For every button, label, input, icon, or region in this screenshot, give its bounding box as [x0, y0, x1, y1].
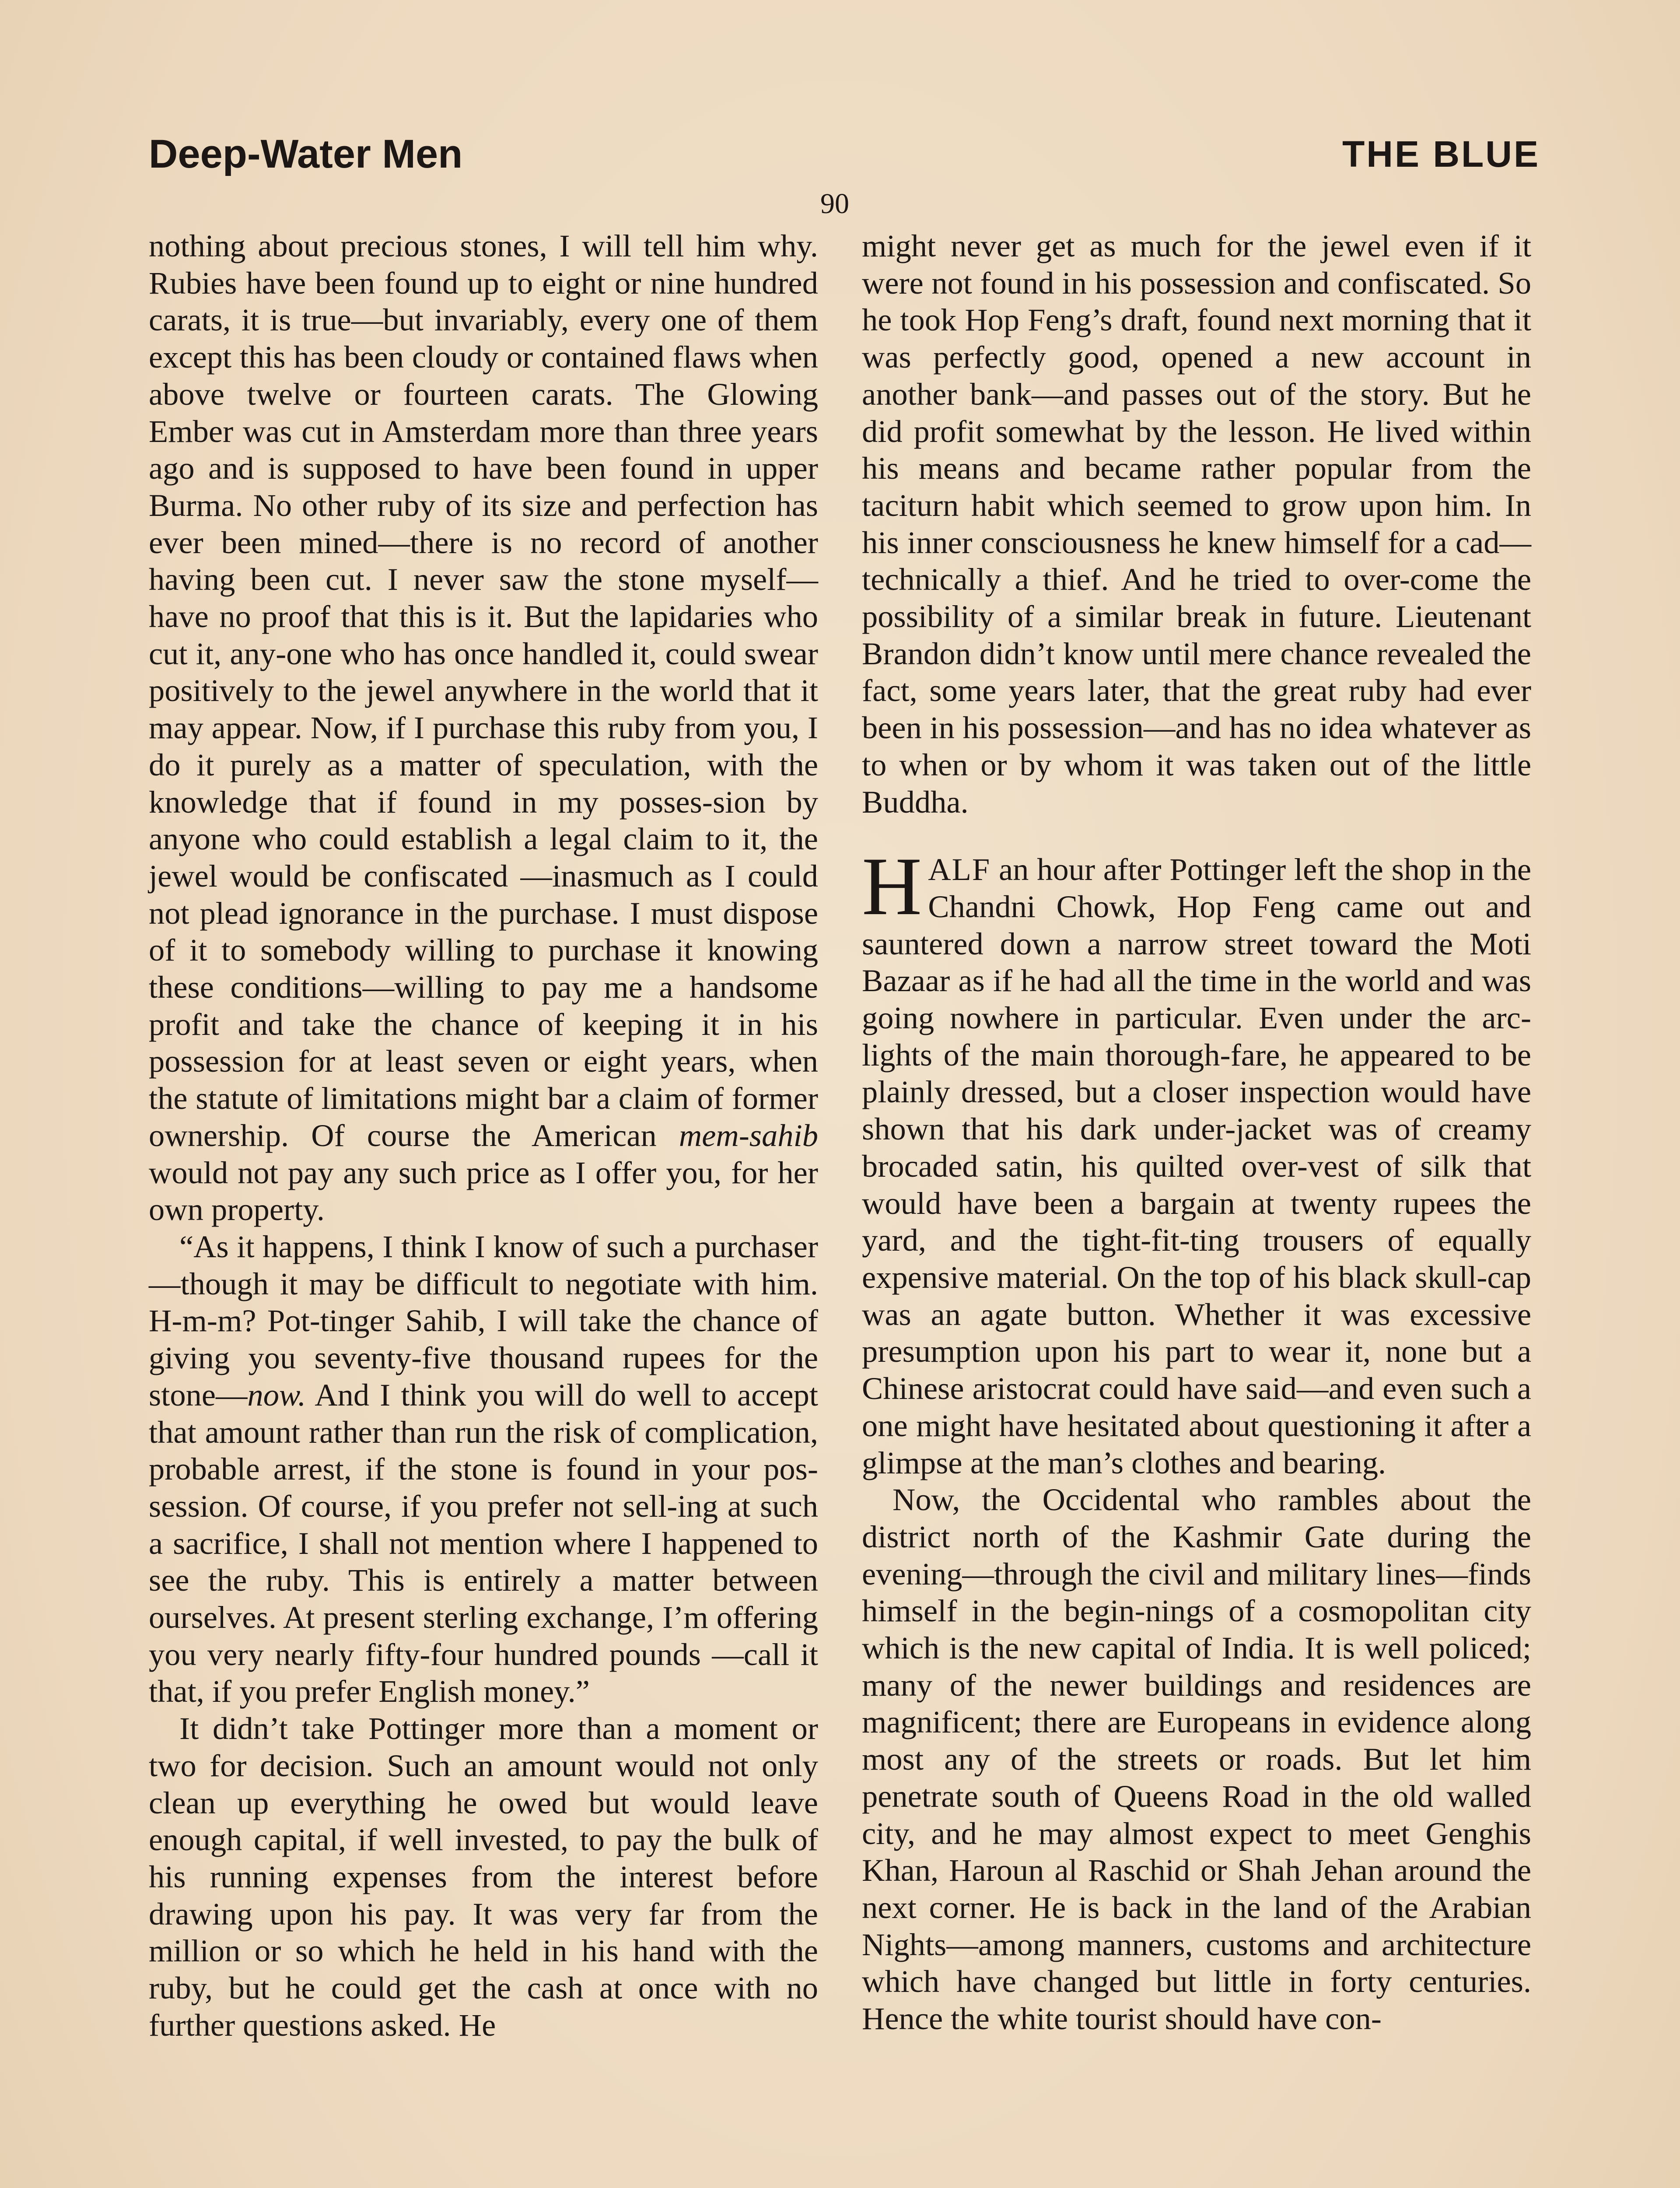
paragraph-text: “As it happens, I think I know of such a purchaser—though it may be difficult to negotiate with him. H-m-m? Pot-tinger Sahib, I will take the chance of giving you seventy-five thousand rupees for the stone— [149, 1228, 818, 1413]
right-column [862, 228, 1531, 2037]
paragraph [149, 228, 818, 1228]
paragraph-text: And I think you will do well to accept that amount rather than run the risk of complication, probable arrest, if the stone is found in your pos-session. Of course, if you prefer not sell-ing at such a sacrifice, I shall not mention where I happened to see the ruby. This is entirely a matter between ourselves. At present sterling exchange, I’m offering you very nearly fifty-four hundred pounds —call it that, if you prefer English money.” [149, 1377, 819, 1709]
running-head-left: Deep-Water Men [149, 132, 463, 176]
italic-term: mem-sahib [679, 1117, 819, 1153]
italic-term: now. [247, 1377, 306, 1413]
small-caps-lead: ALF [928, 852, 991, 887]
section-opening-paragraph [862, 841, 1532, 1481]
paragraph [149, 1228, 818, 1710]
page-number: 90 [820, 188, 849, 220]
paragraph: Now, the Occidental who rambles about the district north of the Kashmir Gate during the evening—through the civil and military lines—finds himself in the begin-nings of a cosmopolitan city which is the new capital of India. It is well policed; many of the newer buildings and residences are magnificent; there are Europeans in evidence along most any of the streets or roads. But let him penetrate south of Queens Road in the old walled city, and he may almost expect to meet Genghis Khan, Haroun al Raschid or Shah Jehan around the next corner. He is back in the land of the Arabian Nights—among manners, customs and architecture which have changed but little in forty centuries. Hence the white tourist should have con- [862, 1482, 1531, 2037]
drop-cap: H [862, 841, 922, 933]
paragraph: might never get as much for the jewel even if it were not found in his possession and confiscated. So he took Hop Feng’s draft, found next morning that it was perfectly good, opened a new account in another bank—and passes out of the story. But he did profit somewhat by the lesson. He lived within his means and became rather popular from the taciturn habit which seemed to grow upon him. In his inner consciousness he knew himself for a cad—technically a thief. And he tried to over-come the possibility of a similar break in future. Lieutenant Brandon didn’t know until mere chance revealed the fact, some years later, that the great ruby had ever been in his possession—and has no idea whatever as to when or by whom it was taken out of the little Buddha. [862, 228, 1531, 820]
left-column [149, 228, 818, 2044]
paragraph-text: nothing about precious stones, I will tell him why. Rubies have been found up to eight or nine hundred carats, it is true—but invariably, every one of them except this has been cloudy or contained flaws when above twelve or fourteen carats. The Glowing Ember was cut in Amsterdam more than three years ago and is supposed to have been found in upper Burma. No other ruby of its size and perfection has ever been mined—there is no record of another having been cut. I never saw the stone myself—have no proof that this is it. But the lapidaries who cut it, any-one who has once handled it, could swear positively to the jewel anywhere in the world that it may appear. Now, if I purchase this ruby from you, I do it purely as a matter of speculation, with the knowledge that if found in my posses-sion by anyone who could establish a legal claim to it, the jewel would be confiscated —inasmuch as I could not plead ignorance in the purchase. I must dispose of it to somebody willing to purchase it knowing these conditions—willing to pay me a handsome profit and take the chance of keeping it in his possession for at least seven or eight years, when the statute of limitations might bar a claim of former ownership. Of course the American [149, 228, 818, 1153]
running-head-right: THE BLUE [1342, 133, 1540, 175]
paragraph: It didn’t take Pottinger more than a moment or two for decision. Such an amount would not only clean up everything he owed but would leave enough capital, if well invested, to pay the bulk of his running expenses from the interest before drawing upon his pay. It was very far from the million or so which he held in his hand with the ruby, but he could get the cash at once with no further questions asked. He [149, 1711, 818, 2043]
paragraph-text: an hour after Pottinger left the shop in the Chandni Chowk, Hop Feng came out and sauntered down a narrow street toward the Moti Bazaar as if he had all the time in the world and was going nowhere in particular. Even under the arc-lights of the main thorough-fare, he appeared to be plainly dressed, but a closer inspection would have shown that his dark under-jacket was of creamy brocaded satin, his quilted over-vest of silk that would have been a bargain at twenty rupees the yard, and the tight-fit-ting trousers of equally expensive material. On the top of his black skull-cap was an agate button. Whether it was excessive presumption upon his part to wear it, none but a Chinese aristocrat could have said—and even such a one might have hesitated about questioning it after a glimpse at the man’s clothes and bearing. [862, 852, 1532, 1480]
paragraph-text: would not pay any such price as I offer you, for her own property. [149, 1154, 818, 1227]
